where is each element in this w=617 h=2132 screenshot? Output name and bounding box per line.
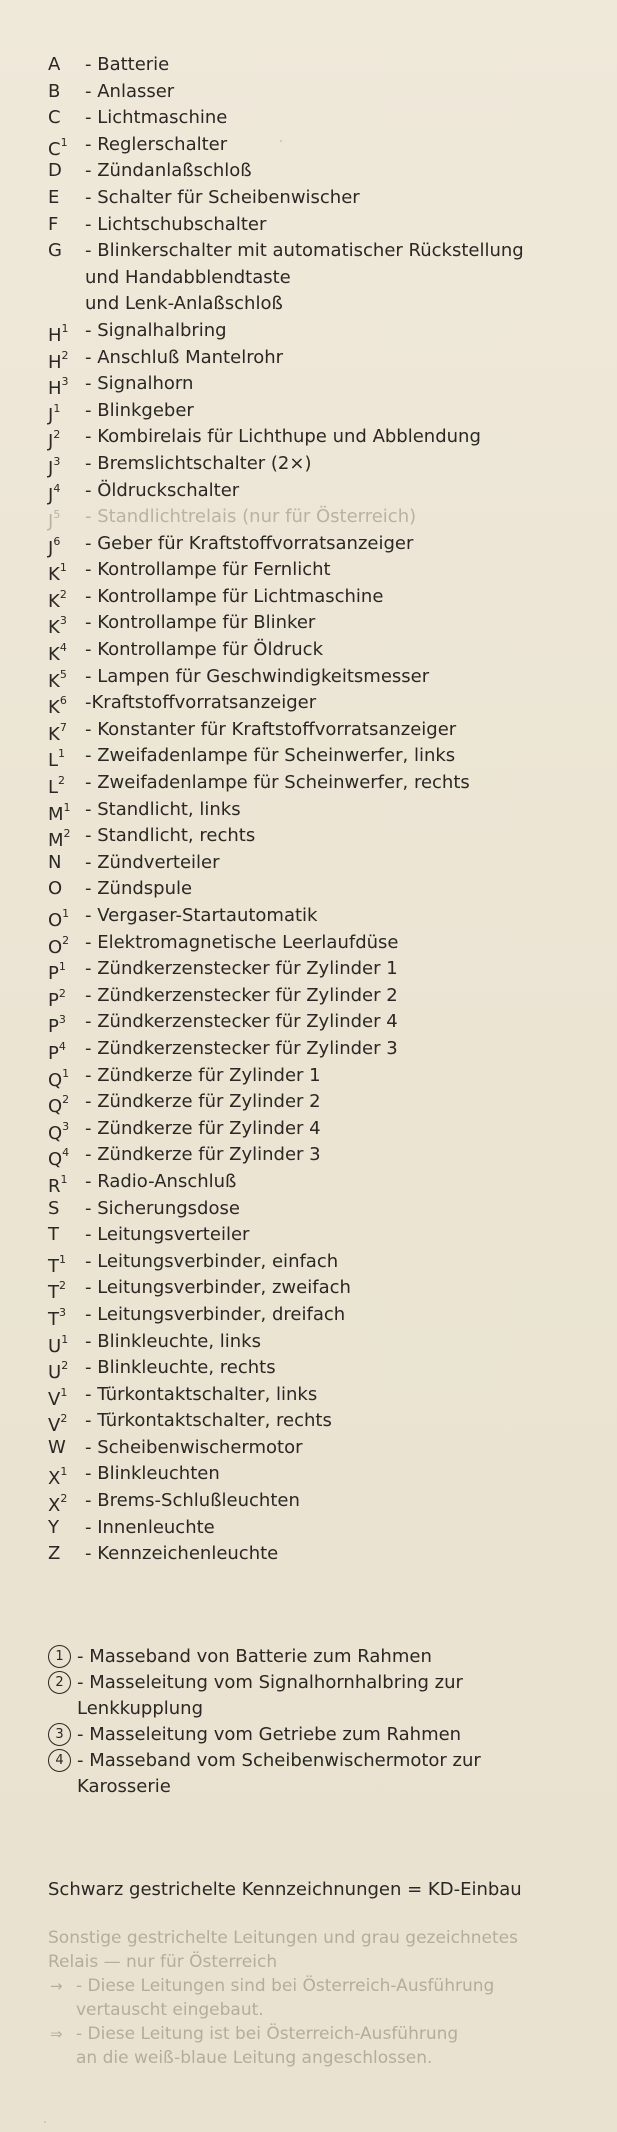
legend-description: - Zündkerzenstecker für Zylinder 4 xyxy=(85,1011,398,1033)
legend-code-index: 3 xyxy=(62,1119,70,1133)
legend-description: - Leitungsverbinder, einfach xyxy=(85,1250,339,1272)
legend-description: - Radio-Anschluß xyxy=(85,1170,237,1192)
legend-code-letter: G xyxy=(48,240,62,262)
legend-code-letter: J xyxy=(48,431,54,453)
legend-row xyxy=(48,212,608,239)
legend-description: - Kennzeichenleuchte xyxy=(85,1543,279,1565)
legend-code-letter: Y xyxy=(48,1516,59,1538)
legend-description: - Zündkerze für Zylinder 3 xyxy=(85,1144,321,1166)
legend-row xyxy=(48,1382,608,1409)
ground-description: - Masseleitung vom Getriebe zum Rahmen xyxy=(77,1724,462,1745)
legend-row xyxy=(48,690,608,717)
legend-code-letter: J xyxy=(48,457,54,479)
legend-code-letter: V xyxy=(48,1415,61,1437)
legend-description: - Schalter für Scheibenwischer xyxy=(85,186,360,208)
legend-row xyxy=(48,52,608,79)
legend-row xyxy=(48,1036,608,1063)
legend-code xyxy=(48,238,85,265)
legend-row xyxy=(48,610,608,637)
legend-row xyxy=(48,770,608,797)
legend-row xyxy=(48,903,608,930)
legend-row xyxy=(48,743,608,770)
legend-description: - Blinkleuchten xyxy=(85,1463,220,1485)
legend-description: - Zündkerzenstecker für Zylinder 1 xyxy=(85,958,398,980)
legend-description: - Anschluß Mantelrohr xyxy=(85,346,284,368)
austria-intro: Sonstige gestrichelte Leitungen und grau gezeichnetes Relais — nur für Österreich xyxy=(48,1928,518,1972)
legend-description: - Kombirelais für Lichthupe und Abblendung xyxy=(85,426,481,448)
legend-code xyxy=(48,1435,85,1462)
legend-code-letter: J xyxy=(48,404,54,426)
legend-row xyxy=(48,504,608,531)
legend-row xyxy=(48,371,608,398)
legend-code-index: 5 xyxy=(59,667,67,681)
legend-description: - Zündkerze für Zylinder 1 xyxy=(85,1064,321,1086)
legend-code-index: 2 xyxy=(58,986,66,1000)
legend-row xyxy=(48,478,608,505)
legend-code-letter: N xyxy=(48,851,62,873)
legend-code-index: 3 xyxy=(59,614,67,628)
ground-row xyxy=(48,1748,608,1800)
legend-description: - Signalhalbring xyxy=(85,319,227,341)
legend-code-letter: X xyxy=(48,1495,61,1517)
legend-code-index: 2 xyxy=(63,827,71,841)
legend-code-letter: A xyxy=(48,54,61,75)
legend-code-index: 1 xyxy=(60,135,68,149)
legend-code-letter: Q xyxy=(48,1069,63,1091)
legend-description: - Öldruckschalter xyxy=(85,479,240,501)
legend-code-index: 3 xyxy=(59,1305,66,1319)
legend-code-index: 6 xyxy=(59,694,67,708)
legend-description: - Zweifadenlampe für Scheinwerfer, links xyxy=(85,745,456,767)
legend-code-letter: M xyxy=(48,830,64,852)
legend-code-index: 1 xyxy=(61,1332,69,1346)
legend-row xyxy=(48,1009,608,1036)
legend-row xyxy=(48,345,608,372)
legend-code-letter: P xyxy=(48,1042,59,1064)
legend-description: - Geber für Kraftstoffvorratsanzeiger xyxy=(85,532,414,554)
legend-description: - Standlichtrelais (nur für Österreich) xyxy=(85,506,417,528)
legend-description: - Standlicht, rechts xyxy=(85,825,256,847)
legend-code xyxy=(48,185,85,212)
legend-code-index: 2 xyxy=(59,587,67,601)
legend-description: - Elektromagnetische Leerlaufdüse xyxy=(85,931,399,953)
component-legend xyxy=(48,52,608,1568)
legend-row xyxy=(48,185,608,212)
legend-code-letter: K xyxy=(48,670,60,692)
legend-row xyxy=(48,983,608,1010)
legend-row xyxy=(48,1355,608,1382)
legend-row xyxy=(48,956,608,983)
legend-description: - Signalhorn xyxy=(85,373,194,395)
legend-description: - Lichtmaschine xyxy=(85,107,228,129)
legend-code xyxy=(48,52,85,79)
legend-code-index: 1 xyxy=(59,1252,66,1266)
legend-code-index: 1 xyxy=(59,561,67,575)
austria-notes xyxy=(48,1926,608,2070)
legend-code-index: 3 xyxy=(61,375,69,389)
legend-code-index: 2 xyxy=(62,933,70,947)
legend-row xyxy=(48,1063,608,1090)
legend-row xyxy=(48,238,608,318)
legend-row xyxy=(48,79,608,106)
legend-code-index: 3 xyxy=(53,454,61,468)
legend-description: - Blinkerschalter mit automatischer Rückstellung und Handabblendtaste und Lenk-Anlaßschloß xyxy=(85,240,524,315)
arrow-icon: → xyxy=(50,1977,63,1995)
legend-description: - Zündkerzenstecker für Zylinder 2 xyxy=(85,984,398,1006)
legend-row xyxy=(48,451,608,478)
legend-code-index: 2 xyxy=(59,1279,66,1293)
ground-description: - Masseleitung vom Signalhornhalbring zur Lenkkupplung xyxy=(77,1672,463,1719)
legend-row xyxy=(48,1515,608,1542)
legend-code-letter: Q xyxy=(48,1122,63,1144)
legend-row xyxy=(48,584,608,611)
austria-note-text: - Diese Leitungen sind bei Österreich-Ausführung vertauscht eingebaut. xyxy=(76,1976,495,2020)
legend-row xyxy=(48,1541,608,1568)
legend-code-letter: C xyxy=(48,107,61,129)
legend-row xyxy=(48,637,608,664)
legend-code-letter: H xyxy=(48,378,62,400)
legend-description: - Kontrollampe für Lichtmaschine xyxy=(85,585,384,607)
legend-description: - Batterie xyxy=(85,54,170,75)
ground-row xyxy=(48,1644,608,1670)
legend-description: - Zündverteiler xyxy=(85,851,220,873)
legend-description: - Leitungsverbinder, zweifach xyxy=(85,1277,351,1299)
legend-description: - Vergaser-Startautomatik xyxy=(85,905,318,927)
legend-description: - Zündkerzenstecker für Zylinder 3 xyxy=(85,1037,398,1059)
legend-code-letter: Z xyxy=(48,1543,61,1565)
legend-code-letter: K xyxy=(48,697,60,719)
legend-code-index: 4 xyxy=(62,1146,70,1160)
legend-code-index: 1 xyxy=(62,1066,70,1080)
legend-description: -Kraftstoffvorratsanzeiger xyxy=(85,692,317,714)
legend-row xyxy=(48,664,608,691)
legend-description: - Anlasser xyxy=(85,80,175,102)
legend-row xyxy=(48,1435,608,1462)
legend-code-letter: E xyxy=(48,186,60,208)
legend-code-letter: T xyxy=(48,1282,59,1304)
legend-code-letter: H xyxy=(48,324,62,346)
legend-description: - Blinkleuchte, rechts xyxy=(85,1357,276,1379)
legend-code-letter: U xyxy=(48,1362,62,1384)
legend-code-letter: Q xyxy=(48,1149,63,1171)
legend-row xyxy=(48,1116,608,1143)
legend-row xyxy=(48,1275,608,1302)
ground-row xyxy=(48,1722,608,1748)
legend-row xyxy=(48,318,608,345)
legend-description: - Zündspule xyxy=(85,878,193,900)
legend-code-letter: K xyxy=(48,723,60,745)
legend-code-letter: V xyxy=(48,1388,61,1410)
legend-description: - Sicherungsdose xyxy=(85,1197,240,1219)
legend-code-index: 1 xyxy=(63,800,71,814)
circled-number-icon: 4 xyxy=(48,1749,71,1772)
legend-row xyxy=(48,1089,608,1116)
legend-code-index: 1 xyxy=(60,1465,68,1479)
ground-row xyxy=(48,1670,608,1722)
legend-code-index: 1 xyxy=(60,1172,68,1186)
austria-note-row xyxy=(50,2022,608,2070)
legend-description: - Leitungsverteiler xyxy=(85,1224,250,1246)
legend-description: - Reglerschalter xyxy=(85,133,228,155)
legend-code-letter: O xyxy=(48,936,63,958)
legend-description: - Türkontaktschalter, rechts xyxy=(85,1410,332,1432)
legend-code-letter: F xyxy=(48,213,59,235)
legend-description: - Kontrollampe für Blinker xyxy=(85,612,316,634)
paper-speck xyxy=(280,140,282,142)
legend-code-letter: O xyxy=(48,910,63,932)
legend-code-index: 4 xyxy=(58,1039,66,1053)
legend-code xyxy=(48,876,85,903)
ground-description: - Masseband vom Scheibenwischermotor zur Karosserie xyxy=(77,1750,481,1797)
ground-description: - Masseband von Batterie zum Rahmen xyxy=(77,1646,432,1667)
legend-description: - Brems-Schlußleuchten xyxy=(85,1490,300,1512)
circled-number-icon: 3 xyxy=(48,1723,71,1746)
legend-row xyxy=(48,158,608,185)
legend-code-letter: L xyxy=(48,777,59,799)
legend-code-index: 2 xyxy=(53,428,61,442)
legend-description: - Blinkleuchte, links xyxy=(85,1330,261,1352)
legend-code-index: 3 xyxy=(58,1013,66,1027)
circled-number-icon: 2 xyxy=(48,1671,71,1694)
legend-description: - Zweifadenlampe für Scheinwerfer, rechts xyxy=(85,772,470,794)
legend-code-letter: J xyxy=(48,537,54,559)
legend-description: - Zündkerze für Zylinder 2 xyxy=(85,1091,321,1113)
austria-note-text: - Diese Leitung ist bei Österreich-Ausführung an die weiß-blaue Leitung angeschlossen. xyxy=(76,2024,459,2068)
legend-code-letter: W xyxy=(48,1436,66,1458)
legend-row xyxy=(48,1461,608,1488)
legend-row xyxy=(48,105,608,132)
legend-row xyxy=(48,132,608,159)
legend-description: - Kontrollampe für Öldruck xyxy=(85,639,323,661)
legend-description: - Konstanter für Kraftstoffvorratsanzeiger xyxy=(85,718,457,740)
legend-code-index: 2 xyxy=(61,348,69,362)
legend-code-letter: P xyxy=(48,1016,59,1038)
legend-code-letter: B xyxy=(48,80,61,102)
legend-row xyxy=(48,1169,608,1196)
legend-row xyxy=(48,1222,608,1249)
legend-code xyxy=(48,1196,85,1223)
legend-code xyxy=(48,212,85,239)
legend-code-index: 2 xyxy=(58,774,66,788)
legend-code-letter: K xyxy=(48,590,60,612)
legend-code-index: 7 xyxy=(59,720,67,734)
double-arrow-icon: ⇒ xyxy=(50,2025,63,2043)
legend-code-index: 1 xyxy=(60,1385,68,1399)
legend-code-letter: L xyxy=(48,750,59,772)
ground-connections xyxy=(48,1644,608,1800)
legend-code-index: 6 xyxy=(53,534,61,548)
legend-code-letter: P xyxy=(48,963,59,985)
legend-description: - Lampen für Geschwindigkeitsmesser xyxy=(85,665,430,687)
legend-row xyxy=(48,717,608,744)
legend-code-index: 2 xyxy=(62,1093,70,1107)
legend-description: - Leitungsverbinder, dreifach xyxy=(85,1303,346,1325)
legend-code-letter: P xyxy=(48,989,59,1011)
legend-code xyxy=(48,1222,85,1249)
legend-code-letter: T xyxy=(48,1224,59,1246)
legend-description: - Standlicht, links xyxy=(85,798,241,820)
legend-code-letter: H xyxy=(48,351,62,373)
legend-code-index: 1 xyxy=(61,321,69,335)
legend-code-index: 1 xyxy=(58,747,66,761)
legend-row xyxy=(48,823,608,850)
legend-code xyxy=(48,850,85,877)
circled-number-icon: 1 xyxy=(48,1645,71,1668)
legend-code xyxy=(48,1515,85,1542)
legend-row xyxy=(48,424,608,451)
legend-code-letter: U xyxy=(48,1335,62,1357)
legend-code-index: 2 xyxy=(60,1412,68,1426)
paper-speck xyxy=(44,2121,46,2123)
kd-note: Schwarz gestrichelte Kennzeichnungen = KD-Einbau xyxy=(48,1879,522,1900)
legend-code-letter: D xyxy=(48,160,62,182)
legend-code-index: 4 xyxy=(53,481,61,495)
legend-description: - Innenleuchte xyxy=(85,1516,215,1538)
legend-code-letter: T xyxy=(48,1308,59,1330)
legend-code-letter: K xyxy=(48,644,60,666)
legend-description: - Türkontaktschalter, links xyxy=(85,1383,318,1405)
legend-row xyxy=(48,1408,608,1435)
legend-code-letter: R xyxy=(48,1175,61,1197)
legend-code-letter: S xyxy=(48,1197,60,1219)
legend-description: - Scheibenwischermotor xyxy=(85,1436,303,1458)
legend-code-letter: T xyxy=(48,1255,59,1277)
legend-code-index: 1 xyxy=(53,401,61,415)
legend-code xyxy=(48,105,85,132)
legend-row xyxy=(48,1488,608,1515)
legend-row xyxy=(48,850,608,877)
legend-code-letter: M xyxy=(48,803,64,825)
legend-code-index: 4 xyxy=(59,641,67,655)
legend-row xyxy=(48,557,608,584)
legend-code-letter: C xyxy=(48,138,61,160)
legend-description: - Kontrollampe für Fernlicht xyxy=(85,559,331,581)
legend-code-letter: Q xyxy=(48,1096,63,1118)
legend-row xyxy=(48,398,608,425)
legend-row xyxy=(48,1142,608,1169)
legend-code-letter: K xyxy=(48,564,60,586)
austria-note-row xyxy=(50,1974,608,2022)
legend-code-letter: J xyxy=(48,511,54,533)
legend-row xyxy=(48,930,608,957)
legend-description: - Zündanlaßschloß xyxy=(85,160,252,182)
legend-code xyxy=(48,1541,85,1568)
legend-row xyxy=(48,1329,608,1356)
legend-code-index: 2 xyxy=(60,1492,68,1506)
legend-code-index: 1 xyxy=(62,907,70,921)
legend-description: - Blinkgeber xyxy=(85,399,194,421)
legend-row xyxy=(48,1302,608,1329)
legend-description: - Zündkerze für Zylinder 4 xyxy=(85,1117,321,1139)
legend-description: - Bremslichtschalter (2×) xyxy=(85,452,312,474)
legend-code-letter: K xyxy=(48,617,60,639)
legend-code-index: 1 xyxy=(58,960,66,974)
legend-code-index: 5 xyxy=(53,508,61,522)
legend-row xyxy=(48,1196,608,1223)
legend-code-index: 2 xyxy=(61,1359,69,1373)
legend-row xyxy=(48,797,608,824)
legend-row xyxy=(48,1249,608,1276)
legend-code-letter: O xyxy=(48,878,63,900)
legend-code xyxy=(48,79,85,106)
legend-row xyxy=(48,531,608,558)
legend-description: - Lichtschubschalter xyxy=(85,213,267,235)
legend-code-letter: X xyxy=(48,1468,61,1490)
legend-code-letter: J xyxy=(48,484,54,506)
legend-code xyxy=(48,158,85,185)
legend-row xyxy=(48,876,608,903)
